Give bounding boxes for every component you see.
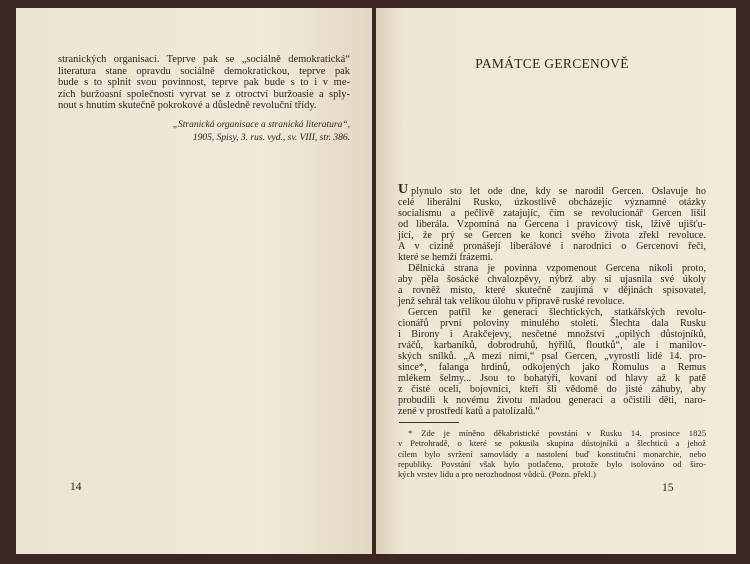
right-page xyxy=(376,8,736,554)
footnote-line: v Petrohradě, o které se pokusila skupina důstojníků a šlechticů a jehož xyxy=(398,438,706,449)
text-line: jenž sehrál tak velikou úlohu v přípravě ruské revoluce. xyxy=(398,296,625,307)
text-line: A v cizině pronášejí liberálové i narodnici o Gercenovi řeči, xyxy=(398,241,706,252)
text-line xyxy=(398,182,706,197)
footnote-line: * Zde je míněno děkabristické povstání v Rusku 14. prosince 1825 xyxy=(408,428,706,438)
text-line: a rovněž místo, které skutečně zaujímá v dějinách spisovatel, xyxy=(398,285,706,296)
text-line: zené v prostředí katů a patolízalů.“ xyxy=(398,406,540,417)
text-line: rváčů, karbaníků, dobrodruhů, hýřilů, floutků“, ale i manilov- xyxy=(398,340,706,351)
text-line: stranických organisací. Teprve pak se „sociálně demokratická“ xyxy=(58,54,350,65)
page-number-right: 15 xyxy=(662,482,674,494)
text-line: literatura stane opravdu sociálně demokratickou, teprve pak xyxy=(58,65,350,77)
footnote-line: kých vrstev lidu a pro nerozhodnost vůdců. (Pozn. překl.) xyxy=(398,469,596,480)
text-line: zích buržoasní společnosti vyrvat se z otroctví buržoasie a sply- xyxy=(58,88,350,100)
line-text: plynulo sto let ode dne, kdy se narodil Gercen. Oslavuje ho xyxy=(411,186,706,197)
text-line: jící, že prý se Gercen ke konci svého života zřekl revoluce. xyxy=(398,230,706,241)
left-page xyxy=(16,8,372,554)
text-line: mlékem šelmy... Jsou to bohatýři, kovaní od hlavy až k patě xyxy=(398,373,706,384)
text-line: probudili k novému životu mladou generaci a očistili děti, naro- xyxy=(398,395,706,406)
text-line: z čisté oceli, bojovníci, kteří šli vědomě do jisté záhuby, aby xyxy=(398,384,706,395)
text-line: Dělnická strana je povinna vzpomenout Gercena nikoli proto, xyxy=(408,263,706,274)
text-line: celé liberální Rusko, úzkostlivě obcházejíc významné otázky xyxy=(398,197,706,208)
citation-line-2: 1905, Spisy, 3. rus. vyd., sv. VIII, str. 386. xyxy=(192,133,350,143)
text-line: nout s hnutím skutečně pokrokové a důsledně revoluční třídy. xyxy=(58,100,317,111)
footnote-line: cílem bylo svržení samovlády a nastolení buď konstituční monarchie, nebo xyxy=(398,448,706,459)
text-line: které se hemží frázemi. xyxy=(398,252,494,263)
page-number-left: 14 xyxy=(70,481,82,493)
text-line: od liberála. Vzpomíná na Gercena i pravicový tisk, lživě ujišťu- xyxy=(398,219,706,230)
text-line: socialismu a pečlivě zatajujíc, čím se revolucionář Gercen lišil xyxy=(398,208,706,219)
text-line: i Birony i Arakčejevy, nesčetné množství „opilých důstojníků, xyxy=(398,329,706,340)
footnote-rule xyxy=(399,422,459,423)
text-line: since*, falanga hrdinů, odkojených jako Romulus a Remus xyxy=(398,362,706,373)
chapter-title: PAMÁTCE GERCENOVĚ xyxy=(475,56,629,71)
footnote-line: republiky. Povstání však bylo potlačeno, protože bylo isolováno od širo- xyxy=(398,458,706,469)
text-line: Gercen patřil ke generaci šlechtických, statkářských revolu- xyxy=(408,307,706,318)
text-line: bude s to splnit svou povinnost, teprve pak bude s to i v me- xyxy=(58,77,350,88)
text-line: ských snílků. „A mezi nimi,“ psal Gercen, „vyrostli lidé 14. pro- xyxy=(398,351,706,362)
citation-line-1: „Stranická organisace a stranická literatura“, xyxy=(172,120,350,130)
text-line: cionářů první poloviny minulého století. Šlechta dala Rusku xyxy=(398,318,706,329)
text-line: aby pěla šosácké chvalozpěvy, nýbrž aby si ujasnila své úkoly xyxy=(398,274,706,285)
drop-cap: U xyxy=(398,182,409,197)
